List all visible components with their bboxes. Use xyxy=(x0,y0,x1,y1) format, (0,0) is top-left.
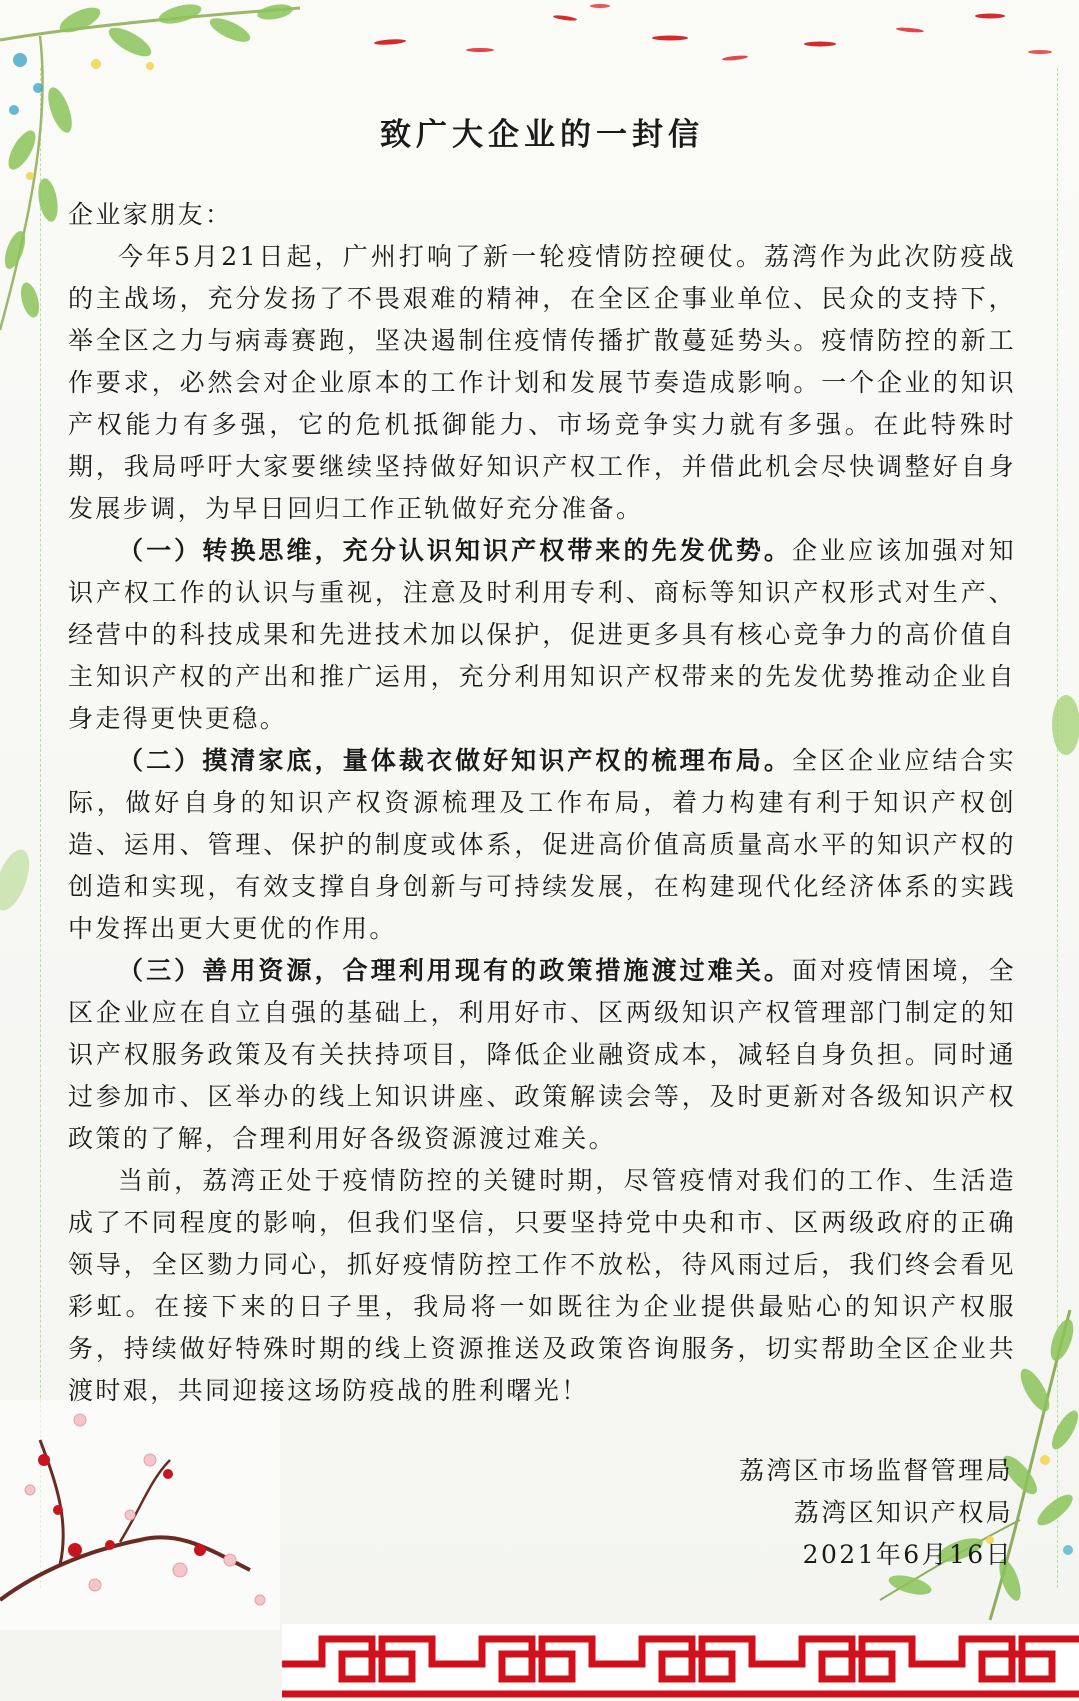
paragraph-body: 当前，荔湾正处于疫情防控的关键时期，尽管疫情对我们的工作、生活造成了不同程度的影响，但我们坚信，只要坚持党中央和市、区两级政府的正确领导，全区勠力同心，抓好疫情防控工作不放松，待风雨过后，我们终会看见彩虹。在接下来的日子里，我局将一如既往为企业提供最贴心的知识产权服务，持续做好特殊时期的线上资源推送及政策咨询服务，切实帮助全区企业共渡时艰，共同迎接这场防疫战的胜利曙光！ xyxy=(68,1166,1016,1405)
paragraph-point-2 xyxy=(68,740,1016,950)
letter-title: 致广大企业的一封信 xyxy=(380,117,704,153)
paragraph-heading: （一）转换思维，充分认识知识产权带来的先发优势。 xyxy=(118,536,793,565)
red-fret-border-decoration xyxy=(282,1624,1079,1701)
paragraph-intro xyxy=(68,236,1016,530)
plum-blossom-branch-decoration xyxy=(0,1400,280,1630)
leaf-left-edge-decoration xyxy=(0,840,40,920)
paragraph-closing xyxy=(68,1160,1016,1412)
paragraph-body: 全区企业应结合实际，做好自身的知识产权资源梳理及工作布局，着力构建有利于知识产权创造、运用、管理、保护的制度或体系，促进高价值高质量高水平的知识产权的创造和实现，有效支撑自身创新与可持续发展，在构建现代化经济体系的实践中发挥出更大更优的作用。 xyxy=(68,746,1017,943)
letter-body xyxy=(68,100,1016,1412)
paragraph-heading: （三）善用资源，合理利用现有的政策措施渡过难关。 xyxy=(118,956,793,985)
signature-org-ip-office: 荔湾区知识产权局 xyxy=(793,1498,1013,1527)
paragraph-body: 面对疫情困境，全区企业应在自立自强的基础上，利用好市、区两级知识产权管理部门制定的知识产权服务政策及有关扶持项目，降低企业融资成本，减轻自身负担。同时通过参加市、区举办的线上知识讲座、政策解读会等，及时更新对各级知识产权政策的了解，合理利用好各级资源渡过难关。 xyxy=(68,956,1017,1153)
paragraph-body: 企业应该加强对知识产权工作的认识与重视，注意及时利用专利、商标等知识产权形式对生产、经营中的科技成果和先进技术加以保护，促进更多具有核心竞争力的高价值自主知识产权的产出和推广运用，充分利用知识产权带来的先发优势推动企业自身走得更快更稳。 xyxy=(68,536,1017,733)
signature-org-market-supervision: 荔湾区市场监督管理局 xyxy=(738,1456,1013,1485)
paragraph-heading: （二）摸清家底，量体裁衣做好知识产权的梳理布局。 xyxy=(118,746,793,775)
falling-petals-decoration xyxy=(350,0,1079,66)
salutation: 企业家朋友： xyxy=(68,200,233,229)
signature-date: 2021年6月16日 xyxy=(802,1540,1013,1569)
leaf-right-edge-decoration xyxy=(1040,690,1079,760)
signature-block xyxy=(739,1450,1013,1576)
paragraph-point-3 xyxy=(68,950,1016,1160)
paragraph-point-1 xyxy=(68,530,1016,740)
paragraph-body: 今年5月21日起，广州打响了新一轮疫情防控硬仗。荔湾作为此次防疫战的主战场，充分发扬了不畏艰难的精神，在全区企事业单位、民众的支持下，举全区之力与病毒赛跑，坚决遏制住疫情传播扩散蔓延势头。疫情防控的新工作要求，必然会对企业原本的工作计划和发展节奏造成影响。一个企业的知识产权能力有多强，它的危机抵御能力、市场竞争实力就有多强。在此特殊时期，我局呼吁大家要继续坚持做好知识产权工作，并借此机会尽快调整好自身发展步调，为早日回归工作正轨做好充分准备。 xyxy=(68,242,1016,523)
